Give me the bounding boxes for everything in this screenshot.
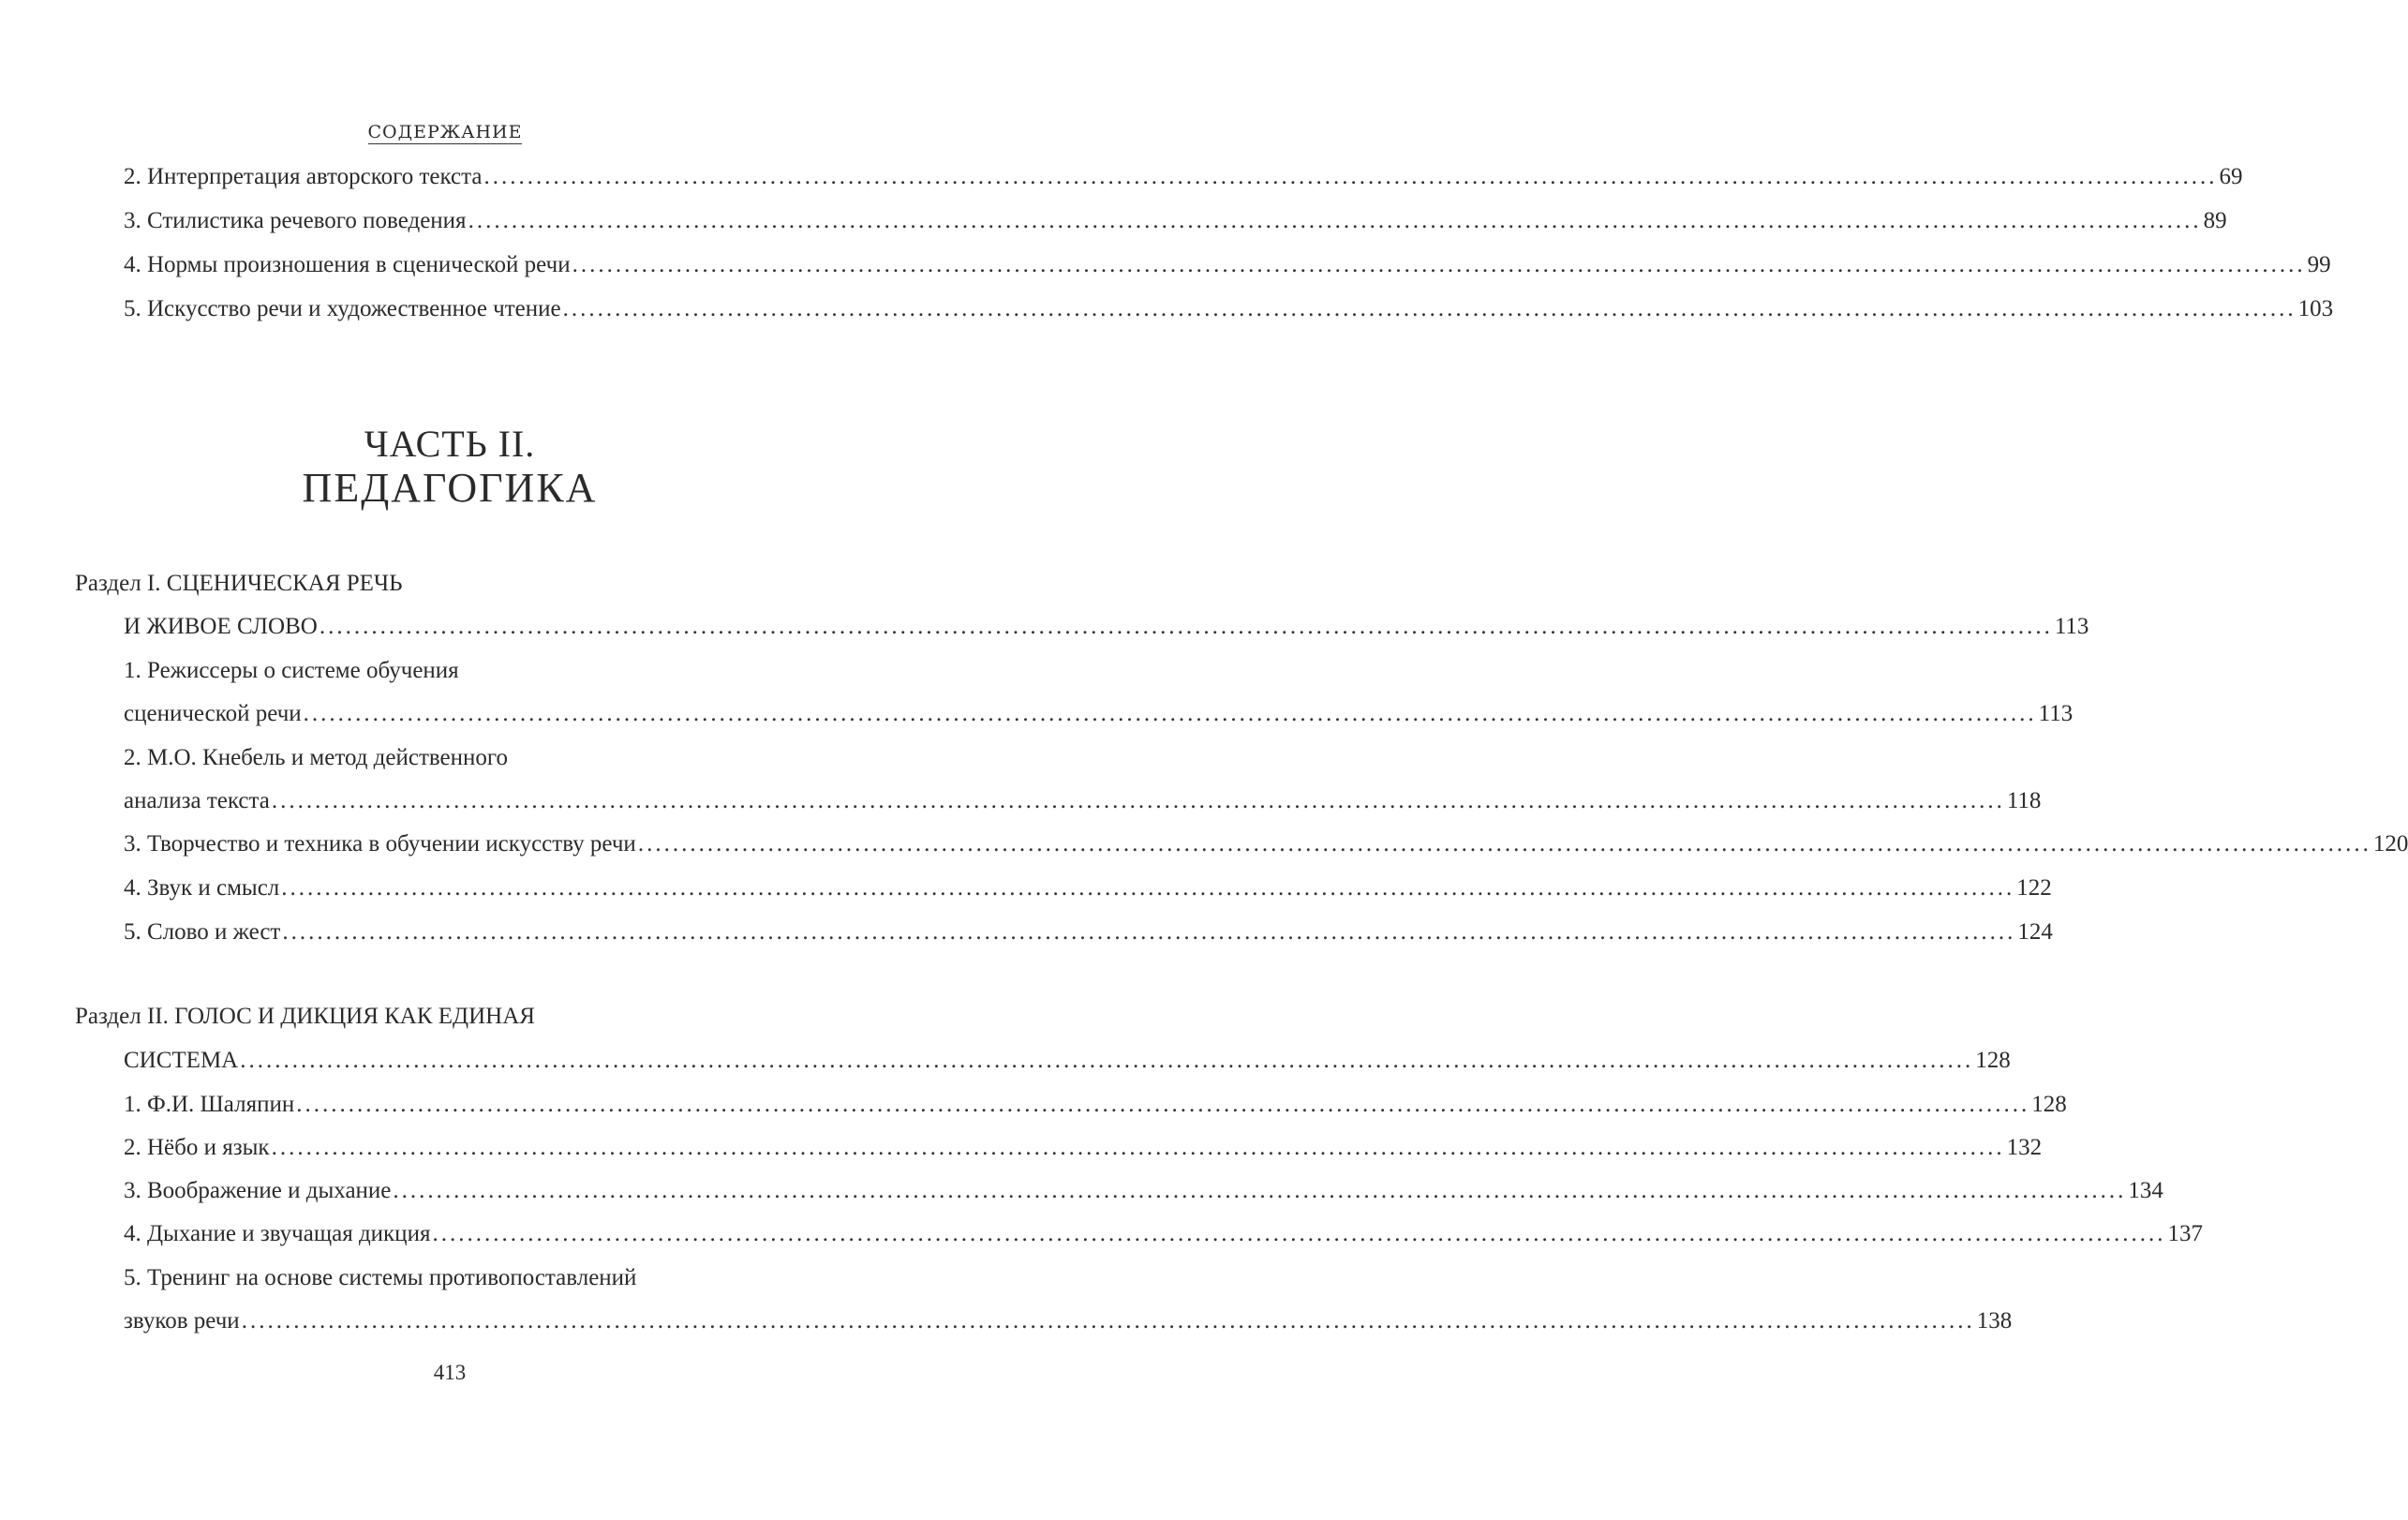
section-heading-line1: Раздел II. ГОЛОС И ДИКЦИЯ КАК ЕДИНАЯ [75, 1004, 535, 1029]
leader-dots: ........................................................................................................................................................................................................ [271, 788, 2005, 813]
toc-entry [124, 1218, 2203, 1250]
toc-entry-page: 113 [2038, 701, 2074, 726]
section-page: 113 [2054, 614, 2089, 639]
toc-entry-title: 2. М.О. Кнебель и метод действенного [124, 745, 509, 770]
toc-entry [124, 293, 2334, 325]
section-heading-line2: СИСТЕМА [124, 1048, 239, 1073]
toc-entry-title: 2. Интерпретация авторского текста [124, 164, 483, 189]
leader-dots: ........................................................................................................................................................................................................ [572, 252, 2306, 277]
toc-entry-page: 128 [2031, 1092, 2067, 1117]
leader-dots: ........................................................................................................................................................................................................ [296, 1092, 2030, 1117]
leader-dots: ........................................................................................................................................................................................................ [240, 1048, 1974, 1073]
section-page: 128 [1975, 1048, 2011, 1073]
leader-dots: ........................................................................................................................................................................................................ [271, 1135, 2005, 1160]
leader-dots: ........................................................................................................................................................................................................ [432, 1221, 2166, 1246]
toc-entry [124, 742, 759, 774]
toc-entry-page: 99 [2307, 252, 2331, 277]
toc-entry-title: звуков речи [124, 1308, 240, 1334]
toc-entry-page: 124 [2017, 919, 2053, 945]
toc-entry-title: анализа текста [124, 788, 270, 813]
toc-entry-cont [124, 698, 2074, 730]
section-heading-line1: Раздел I. СЦЕНИЧЕСКАЯ РЕЧЬ [75, 571, 403, 596]
toc-entry-page: 89 [2203, 208, 2227, 233]
toc-entry-title: 1. Ф.И. Шаляпин [124, 1092, 295, 1117]
toc-entry-title: 5. Искусство речи и художественное чтение [124, 296, 561, 321]
toc-entry-page: 138 [1976, 1308, 2013, 1334]
toc-entry-page: 134 [2128, 1178, 2163, 1203]
toc-entry-page: 120 [2372, 831, 2408, 857]
section-heading [75, 568, 759, 600]
page-number: 413 [433, 1361, 467, 1384]
toc-entry-cont [124, 785, 2042, 817]
leader-dots: ........................................................................................................................................................................................................ [303, 701, 2037, 726]
leader-dots: ........................................................................................................................................................................................................ [241, 1308, 1975, 1334]
toc-entry-page: 103 [2297, 296, 2334, 321]
toc-entry-page: 132 [2006, 1135, 2043, 1160]
toc-entry-title: 2. Нёбо и язык [124, 1135, 270, 1160]
toc-entry [124, 1132, 2043, 1164]
leader-dots: ........................................................................................................................................................................................................ [483, 164, 2218, 189]
toc-entry-title: 3. Стилистика речевого поведения [124, 208, 467, 233]
toc-entry-title: 4. Нормы произношения в сценической речи [124, 252, 571, 277]
toc-entry [124, 655, 759, 687]
part-title: ПЕДАГОГИКА [302, 465, 598, 511]
toc-entry-title: 5. Слово и жест [124, 919, 281, 945]
toc-entry [124, 828, 2408, 860]
toc-entry-title: 3. Творчество и техника в обучении искусству речи [124, 831, 636, 857]
leader-dots: ........................................................................................................................................................................................................ [319, 614, 2053, 639]
part-label: ЧАСТЬ II. [364, 423, 536, 465]
toc-entry [124, 161, 2243, 193]
leader-dots: ........................................................................................................................................................................................................ [393, 1178, 2127, 1203]
toc-entry [124, 205, 2227, 237]
toc-entry-title: 3. Воображение и дыхание [124, 1178, 392, 1203]
toc-entry-page: 137 [2167, 1221, 2203, 1246]
toc-entry [124, 1175, 2163, 1207]
section-heading [75, 1001, 759, 1033]
toc-entry-title: 4. Дыхание и звучащая дикция [124, 1221, 431, 1246]
leader-dots: ........................................................................................................................................................................................................ [637, 831, 2371, 857]
leader-dots: ........................................................................................................................................................................................................ [562, 296, 2297, 321]
leader-dots: ........................................................................................................................................................................................................ [468, 208, 2202, 233]
toc-entry [124, 916, 2053, 948]
leader-dots: ........................................................................................................................................................................................................ [281, 875, 2015, 901]
toc-entry [124, 872, 2052, 904]
toc-entry-title: 4. Звук и смысл [124, 875, 280, 901]
toc-entry-title: 5. Тренинг на основе системы противопоставлений [124, 1265, 637, 1290]
toc-entry-page: 122 [2016, 875, 2052, 901]
toc-entry-page: 69 [2219, 164, 2243, 189]
toc-entry [124, 1262, 759, 1294]
toc-entry-cont [124, 1305, 2013, 1337]
toc-entry-title: 1. Режиссеры о системе обучения [124, 658, 459, 683]
section-heading-cont [124, 611, 2089, 643]
leader-dots: ........................................................................................................................................................................................................ [282, 919, 2016, 945]
toc-entry-page: 118 [2006, 788, 2042, 813]
toc-entry-title: сценической речи [124, 701, 302, 726]
section-heading-line2: И ЖИВОЕ СЛОВО [124, 614, 318, 639]
toc-entry [124, 249, 2331, 281]
toc-entry [124, 1089, 2067, 1121]
section-heading-cont [124, 1045, 2011, 1077]
running-head: СОДЕРЖАНИЕ [367, 122, 523, 142]
